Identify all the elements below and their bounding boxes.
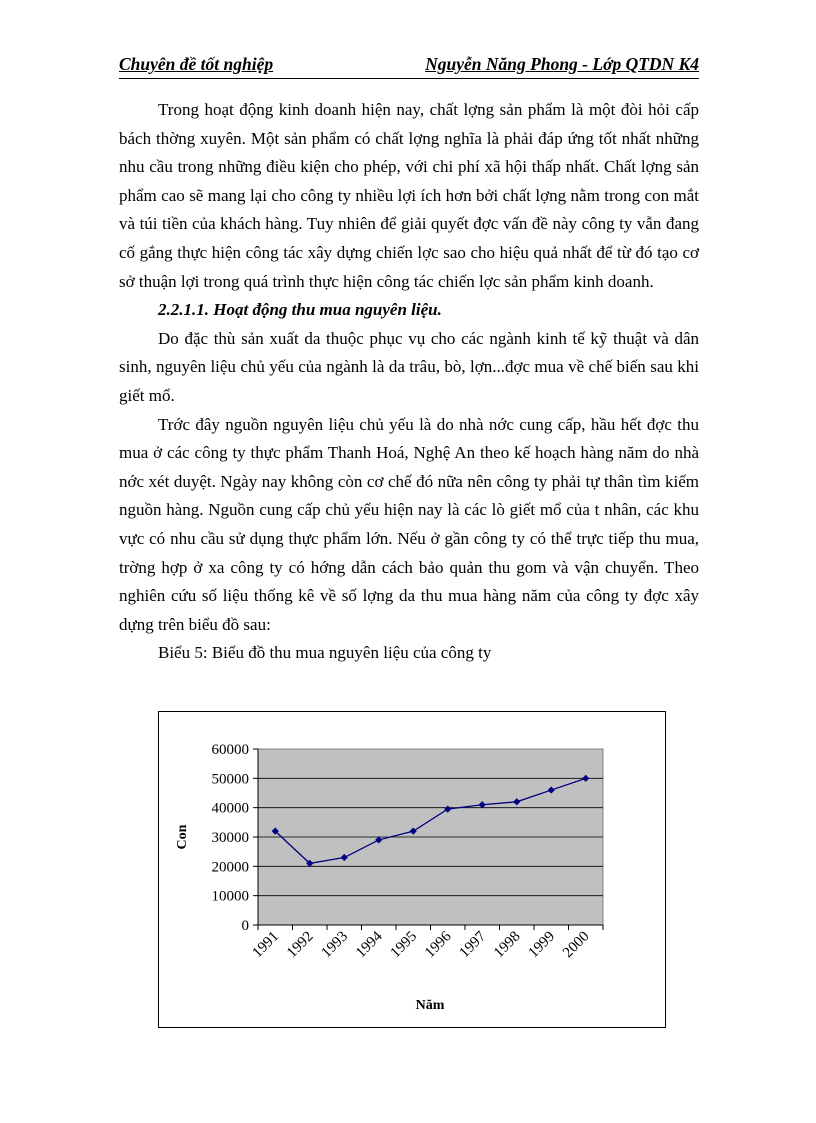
y-tick-label: 20000 (211, 859, 249, 876)
x-tick-label: 1997 (456, 928, 490, 962)
y-tick-label: 50000 (211, 771, 249, 788)
page-header (119, 52, 699, 79)
x-tick-label: 1993 (318, 928, 352, 962)
header-title: Chuyên đề tốt nghiệp (119, 54, 274, 74)
purchase-line-chart (158, 711, 666, 1028)
paragraph-intro: Trong hoạt động kinh doanh hiện nay, chất lợng sản phẩm là một đòi hỏi cấp bách thờng xuyên. Một sản phẩm có chất lợng nghĩa là phải đáp ứng tốt nhất những nhu cầu trong những điều kiện cho phép, với chi phí xã hội thấp nhất. Chất lợng sản phẩm cao sẽ mang lại cho công ty nhiều lợi ích hơn bởi chất lợng nằm trong con mắt và túi tiền của khách hàng. Tuy nhiên để giải quyết đợc vấn đề này công ty vẫn đang cố gắng thực hiện công tác xây dựng chiến lợc sao cho hiệu quả nhất để từ đó tạo cơ sở thuận lợi trong quá trình thực hiện công tác chiến lợc sản phẩm kinh doanh. (119, 100, 699, 291)
x-tick-label: 1994 (353, 928, 386, 962)
x-axis-label: Năm (415, 998, 445, 1013)
x-tick-label: 1996 (422, 928, 455, 962)
document-body (119, 96, 699, 668)
paragraph-materials: Do đặc thù sản xuất da thuộc phục vụ cho các ngành kinh tế kỹ thuật và dân sinh, nguyên liệu chủ yếu của ngành là da trâu, bò, lợn...đợc mua về chế biến sau khi giết mổ. (119, 328, 699, 405)
section-heading: 2.2.1.1. Hoạt động thu mua nguyên liệu. (158, 300, 442, 320)
chart-container (158, 711, 666, 1028)
figure-caption: Biểu 5: Biểu đồ thu mua nguyên liệu của công ty (158, 643, 492, 663)
x-tick-label: 2000 (560, 928, 593, 962)
y-tick-label: 40000 (211, 800, 249, 817)
y-tick-label: 10000 (211, 888, 249, 905)
y-tick-label: 0 (241, 918, 249, 934)
x-tick-label: 1995 (387, 928, 421, 962)
y-tick-label: 30000 (211, 830, 249, 846)
x-tick-label: 1992 (284, 928, 317, 962)
x-tick-label: 1998 (491, 928, 524, 962)
y-tick-label: 60000 (211, 742, 249, 758)
y-axis-label: Con (175, 824, 190, 850)
header-author: Nguyễn Năng Phong - Lớp QTDN K4 (425, 54, 699, 74)
paragraph-sources: Trớc đây nguồn nguyên liệu chủ yếu là do nhà nớc cung cấp, hầu hết đợc thu mua ở các công ty thực phẩm Thanh Hoá, Nghệ An theo kế hoạch hàng năm do nhà nớc xét duyệt. Ngày nay không còn cơ chế đó nữa nên công ty phải tự thân tìm kiếm nguồn hàng. Nguồn cung cấp chủ yếu hiện nay là các lò giết mổ của t nhân, các khu vực có nhu cầu sử dụng thực phẩm lớn. Nếu ở gần công ty có thể trực tiếp thu mua, trờng hợp ở xa công ty có hớng dẫn cách bảo quản thu gom và vận chuyển. Theo nghiên cứu số liệu thống kê về số lợng da thu mua hàng năm của công ty đợc xây dựng trên biểu đồ sau: (119, 414, 699, 634)
x-tick-label: 1999 (525, 928, 559, 962)
x-tick-label: 1991 (249, 928, 283, 962)
